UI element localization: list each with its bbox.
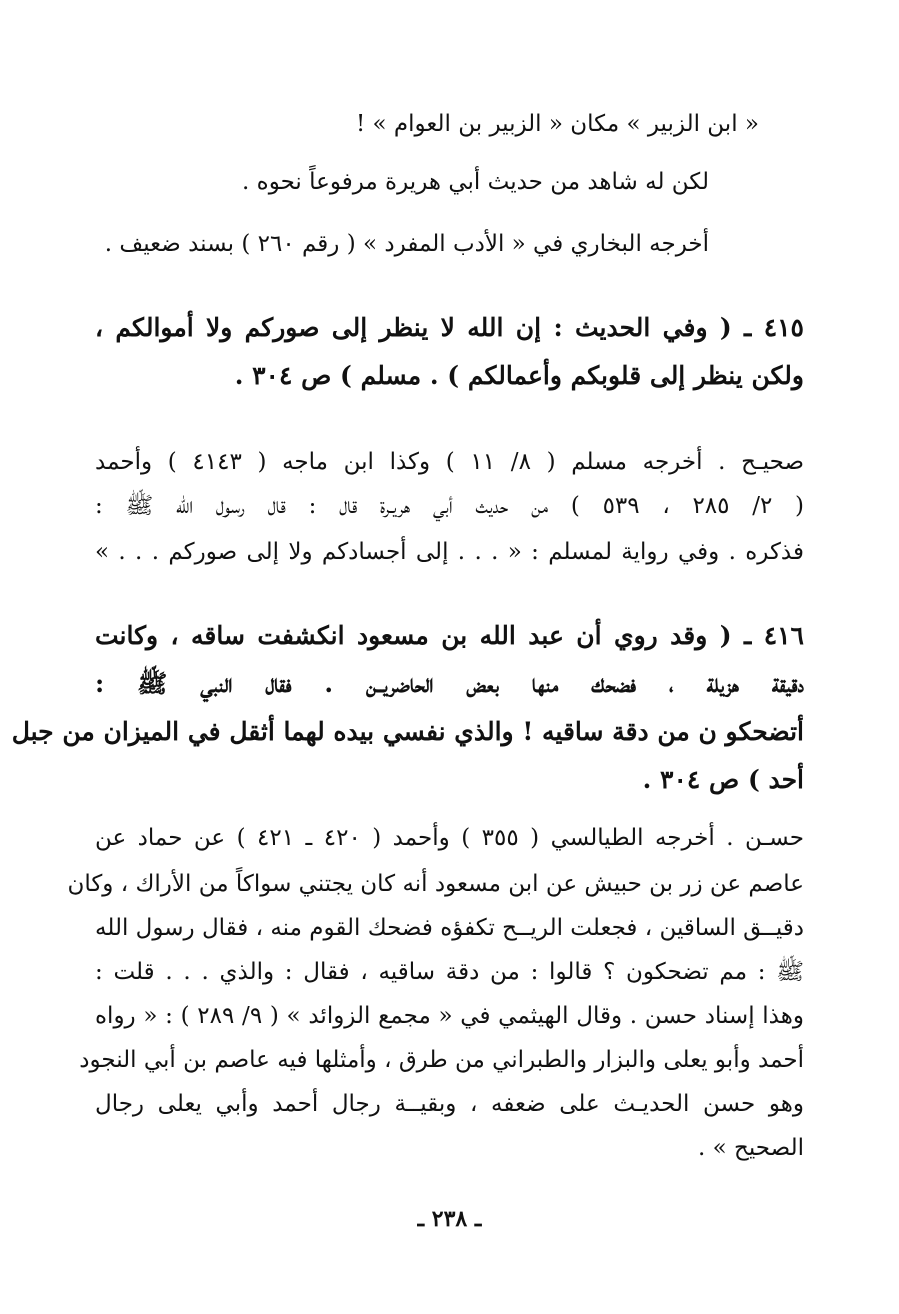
hadith-415-line-2: ولكن ينظر إلى قلوبكم وأعمالكم ) . مسلم ) ص ٣٠٤ . [234,361,804,390]
hadith-416-line-3: أتضحكو ن من دقة ساقيه ! والذي نفسي بيده لهما أثقل في الميزان من جبل [11,717,804,746]
commentary-416-line-7: وهو حسن الحديـث على ضعفه ، وبقيــة رجال أحمد وأبي يعلى رجال [95,1091,804,1117]
commentary-416-line-4: ﷺ : مم تضحكون ؟ قالوا : من دقة ساقيه ، فقال : والذي . . . قلت : [95,959,804,985]
hadith-416-line-4: أحد ) ص ٣٠٤ . [642,765,804,794]
commentary-416-line-3: دقيــق الساقين ، فجعلت الريــح تكفؤه فضحك القوم منه ، فقال رسول الله [95,915,804,941]
hadith-416-line-2: دقيقة هزيلة ، فضحك منها بعض الحاضريــن . فقال النبي ﷺ : [95,669,804,698]
commentary-416-line-2: عاصم عن زر بن حبيش عن ابن مسعود أنه كان يجتني سواكاً من الأراك ، وكان [67,871,804,897]
commentary-416-line-8: الصحيح » . [698,1135,804,1161]
hadith-415-line-1: ٤١٥ ـ ( وفي الحديث : إن الله لا ينظر إلى صوركم ولا أموالكم ، [95,313,804,342]
intro-line-1: « ابن الزبير » مكان « الزبير بن العوام » ! [355,111,759,137]
page-number: ـ ٢٣٨ ـ [417,1206,482,1232]
commentary-415-line-1: صحيـح . أخرجه مسلم ( ٨/ ١١ ) وكذا ابن ماجه ( ٤١٤٣ ) وأحمد [95,449,805,475]
commentary-416-line-5: وهذا إسناد حسن . وقال الهيثمي في « مجمع الزوائد » ( ٩/ ٢٨٩ ) : « رواه [95,1003,804,1029]
intro-line-2: لكن له شاهد من حديث أبي هريرة مرفوعاً نحوه . [242,169,709,195]
commentary-415-line-3: فذكره . وفي رواية لمسلم : « . . . إلى أجسادكم ولا إلى صوركم . . . » [95,539,804,565]
hadith-416-line-1: ٤١٦ ـ ( وقد روي أن عبد الله بن مسعود انكشفت ساقه ، وكانت [95,621,804,650]
commentary-416-line-1: حسـن . أخرجه الطيالسي ( ٣٥٥ ) وأحمد ( ٤٢٠ ـ ٤٢١ ) عن حماد عن [95,825,804,851]
intro-line-3: أخرجه البخاري في « الأدب المفرد » ( رقم ٢٦٠ ) بسند ضعيف . [104,231,709,257]
commentary-415-line-2: ( ٢/ ٢٨٥ ، ٥٣٩ ) من حديث أبي هريـرة قال : قال رسول الله ﷺ : [95,493,804,519]
commentary-416-line-6: أحمد وأبو يعلى والبزار والطبراني من طرق ، وأمثلها فيه عاصم بن أبي النجود [79,1047,804,1073]
